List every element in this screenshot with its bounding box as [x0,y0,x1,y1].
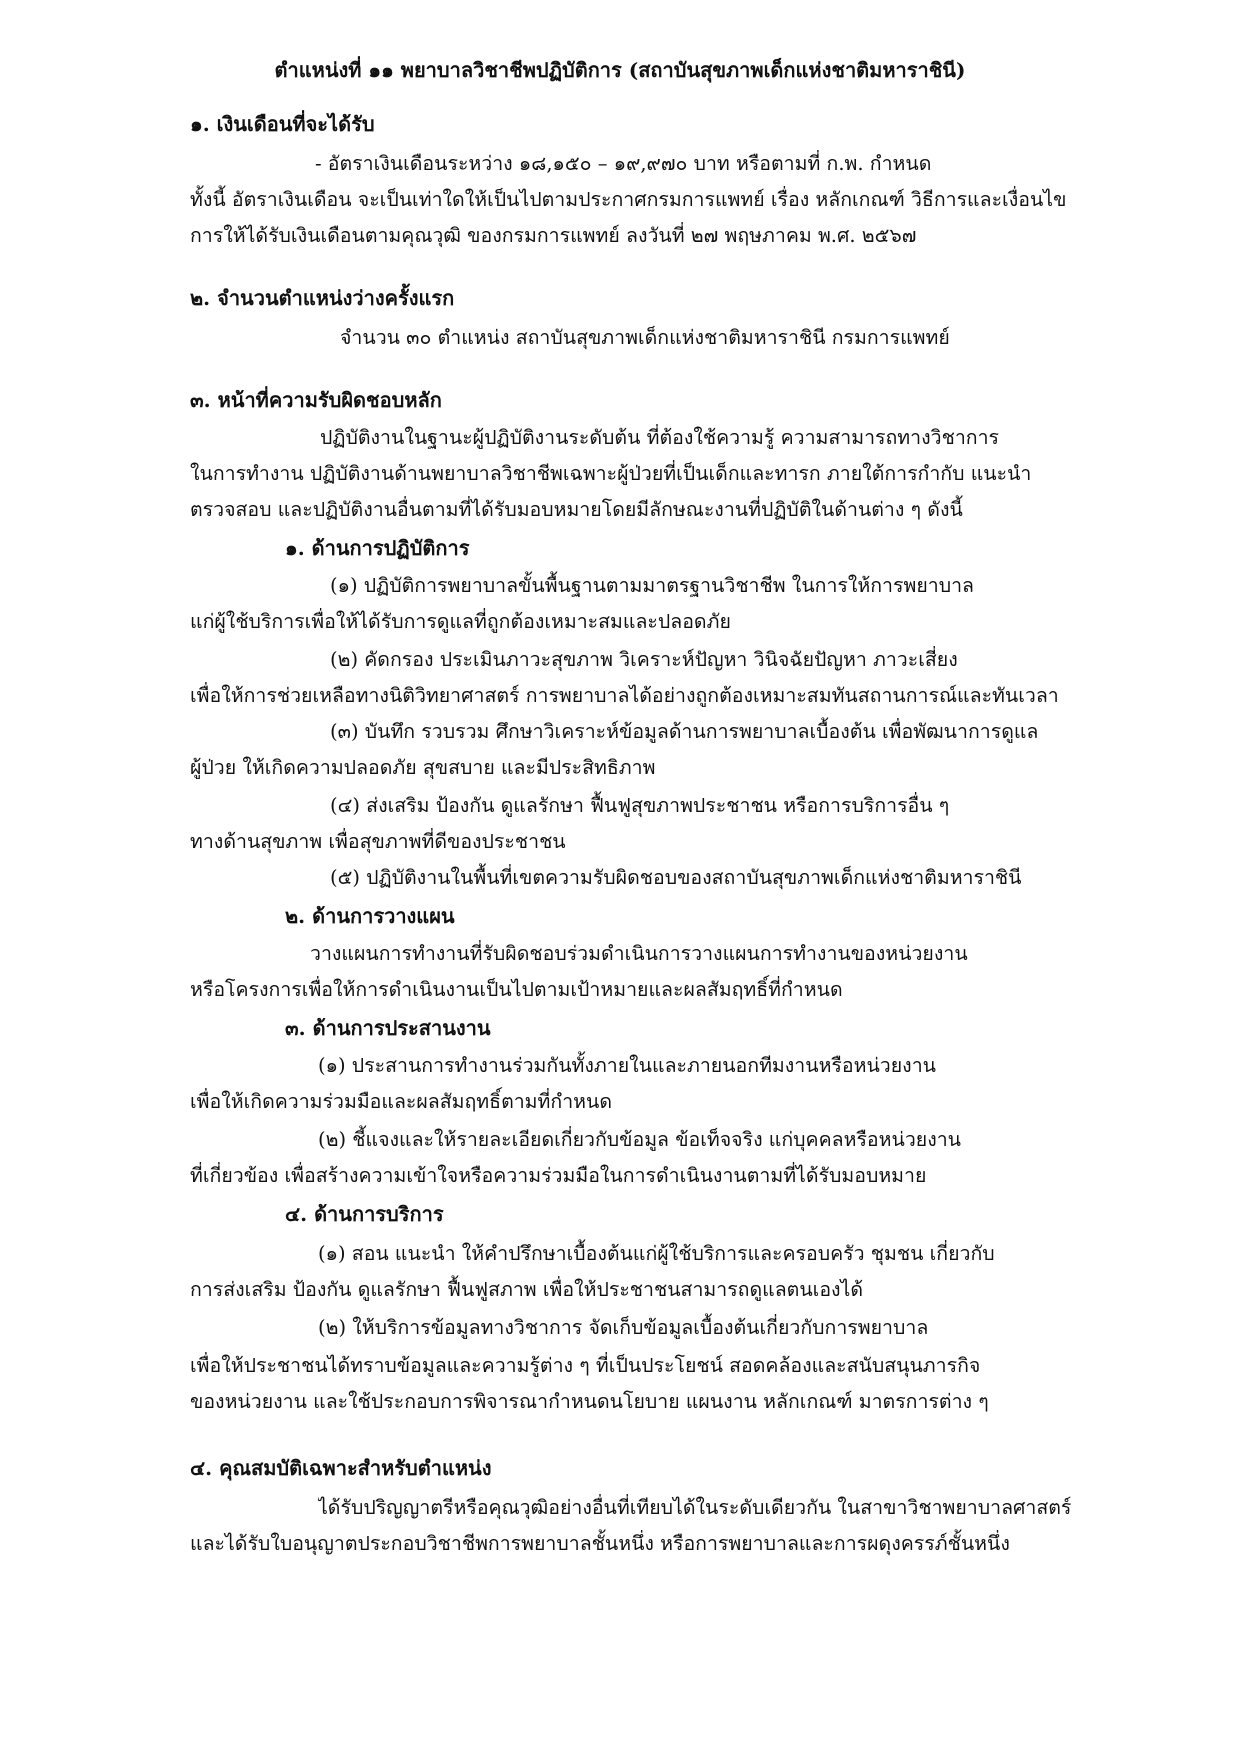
s3-a-heading: ๑. ด้านการปฏิบัติการ [285,536,470,560]
document-title: ตำแหน่งที่ ๑๑ พยาบาลวิชาชีพปฏิบัติการ (สถาบันสุขภาพเด็กแห่งชาติมหาราชินี) [274,58,966,82]
s3-d-item-2-line-2: เพื่อให้ประชาชนได้ทราบข้อมูลและความรู้ต่าง ๆ ที่เป็นประโยชน์ สอดคล้องและสนับสนุนภารกิจ [190,1354,981,1377]
s3-a-item-3-line-1: (๓) บันทึก รวบรวม ศึกษาวิเคราะห์ข้อมูลด้านการพยาบาลเบื้องต้น เพื่อพัฒนาการดูแล [330,720,1039,743]
s3-c-item-1-line-2: เพื่อให้เกิดความร่วมมือและผลสัมฤทธิ์ตามที่กำหนด [190,1090,612,1113]
section-3-heading: ๓. หน้าที่ความรับผิดชอบหลัก [190,388,442,412]
s3-a-item-2-line-1: (๒) คัดกรอง ประเมินภาวะสุขภาพ วิเคราะห์ปัญหา วินิจฉัยปัญหา ภาวะเสี่ยง [330,648,958,671]
s3-d-item-1-line-1: (๑) สอน แนะนำ ให้คำปรึกษาเบื้องต้นแก่ผู้ใช้บริการและครอบครัว ชุมชน เกี่ยวกับ [318,1242,995,1265]
s1-line-1: - อัตราเงินเดือนระหว่าง ๑๘,๑๕๐ – ๑๙,๙๗๐ บาท หรือตามที่ ก.พ. กำหนด [315,152,932,175]
s3-c-heading: ๓. ด้านการประสานงาน [285,1016,491,1040]
s3-a-item-1-line-1: (๑) ปฏิบัติการพยาบาลขั้นพื้นฐานตามมาตรฐานวิชาชีพ ในการให้การพยาบาล [330,574,974,597]
s3-a-item-4-line-1: (๔) ส่งเสริม ป้องกัน ดูแลรักษา ฟื้นฟูสุขภาพประชาชน หรือการบริการอื่น ๆ [330,794,950,817]
s3-c-item-2-line-2: ที่เกี่ยวข้อง เพื่อสร้างความเข้าใจหรือความร่วมมือในการดำเนินงานตามที่ได้รับมอบหมาย [190,1164,927,1187]
s3-a-item-2-line-2: เพื่อให้การช่วยเหลือทางนิติวิทยาศาสตร์ การพยาบาลได้อย่างถูกต้องเหมาะสมทันสถานการณ์และทันเวลา [190,684,1059,707]
section-2-heading: ๒. จำนวนตำแหน่งว่างครั้งแรก [190,286,455,310]
s3-line-3: ตรวจสอบ และปฏิบัติงานอื่นตามที่ได้รับมอบหมายโดยมีลักษณะงานที่ปฏิบัติในด้านต่าง ๆ ดังนี้ [190,498,963,521]
s3-b-line-1: วางแผนการทำงานที่รับผิดชอบร่วมดำเนินการวางแผนการทำงานของหน่วยงาน [310,942,968,965]
section-1-heading: ๑. เงินเดือนที่จะได้รับ [190,112,375,136]
s3-line-2: ในการทำงาน ปฏิบัติงานด้านพยาบาลวิชาชีพเฉพาะผู้ป่วยที่เป็นเด็กและทารก ภายใต้การกำกับ แนะนำ [190,462,1032,485]
s3-d-heading: ๔. ด้านการบริการ [285,1202,444,1226]
s3-a-item-4-line-2: ทางด้านสุขภาพ เพื่อสุขภาพที่ดีของประชาชน [190,830,566,853]
s4-line-1: ได้รับปริญญาตรีหรือคุณวุฒิอย่างอื่นที่เทียบได้ในระดับเดียวกัน ในสาขาวิชาพยาบาลศาสตร์ [318,1496,1072,1519]
s3-line-1: ปฏิบัติงานในฐานะผู้ปฏิบัติงานระดับต้น ที่ต้องใช้ความรู้ ความสามารถทางวิชาการ [320,426,999,449]
s4-line-2: และได้รับใบอนุญาตประกอบวิชาชีพการพยาบาลชั้นหนึ่ง หรือการพยาบาลและการผดุงครรภ์ชั้นหนึ่ง [190,1532,1010,1555]
s3-d-item-2-line-1: (๒) ให้บริการข้อมูลทางวิชาการ จัดเก็บข้อมูลเบื้องต้นเกี่ยวกับการพยาบาล [318,1316,929,1339]
s3-d-item-1-line-2: การส่งเสริม ป้องกัน ดูแลรักษา ฟื้นฟูสภาพ เพื่อให้ประชาชนสามารถดูแลตนเองได้ [190,1278,864,1301]
s1-line-3: การให้ได้รับเงินเดือนตามคุณวุฒิ ของกรมการแพทย์ ลงวันที่ ๒๗ พฤษภาคม พ.ศ. ๒๕๖๗ [190,224,917,247]
s3-b-heading: ๒. ด้านการวางแผน [285,904,455,928]
s3-b-line-2: หรือโครงการเพื่อให้การดำเนินงานเป็นไปตามเป้าหมายและผลสัมฤทธิ์ที่กำหนด [190,978,843,1001]
section-4-heading: ๔. คุณสมบัติเฉพาะสำหรับตำแหน่ง [190,1456,492,1480]
s3-a-item-1-line-2: แก่ผู้ใช้บริการเพื่อให้ได้รับการดูแลที่ถูกต้องเหมาะสมและปลอดภัย [190,610,731,633]
s3-d-item-2-line-3: ของหน่วยงาน และใช้ประกอบการพิจารณากำหนดนโยบาย แผนงาน หลักเกณฑ์ มาตรการต่าง ๆ [190,1390,989,1413]
s1-line-2: ทั้งนี้ อัตราเงินเดือน จะเป็นเท่าใดให้เป็นไปตามประกาศกรมการแพทย์ เรื่อง หลักเกณฑ์ วิธีการและเงื่อนไข [190,188,1067,211]
s3-c-item-2-line-1: (๒) ชี้แจงและให้รายละเอียดเกี่ยวกับข้อมูล ข้อเท็จจริง แก่บุคคลหรือหน่วยงาน [318,1128,961,1151]
s3-a-item-5-line-1: (๕) ปฏิบัติงานในพื้นที่เขตความรับผิดชอบของสถาบันสุขภาพเด็กแห่งชาติมหาราชินี [330,866,1022,889]
s2-line-1: จำนวน ๓๐ ตำแหน่ง สถาบันสุขภาพเด็กแห่งชาติมหาราชินี กรมการแพทย์ [340,326,950,349]
s3-a-item-3-line-2: ผู้ป่วย ให้เกิดความปลอดภัย สุขสบาย และมีประสิทธิภาพ [190,756,656,779]
s3-c-item-1-line-1: (๑) ประสานการทำงานร่วมกันทั้งภายในและภายนอกทีมงานหรือหน่วยงาน [318,1054,936,1077]
